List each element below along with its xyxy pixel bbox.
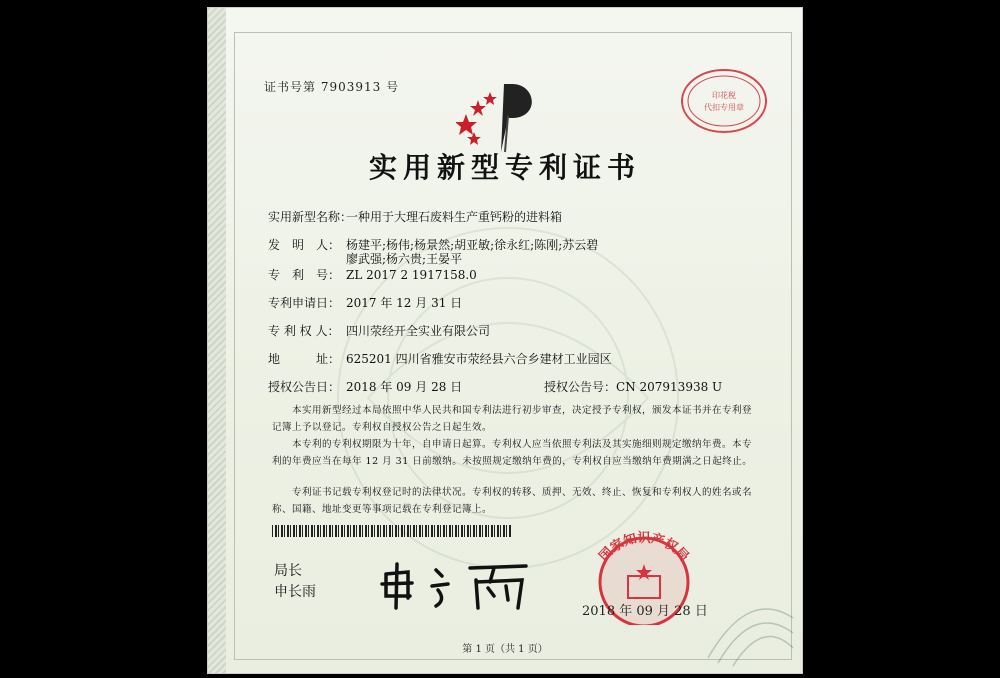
- chief-title: 局长: [274, 563, 302, 579]
- field-value: 廖武强;杨六贵;王晏平: [346, 252, 463, 266]
- certificate-page: [208, 8, 802, 673]
- field-utility-model-name: [268, 208, 562, 225]
- stamp-top-line-1: 印花税: [712, 91, 736, 100]
- field-label: 地 址：: [268, 352, 341, 366]
- field-value: 2018 年 09 月 28 日: [346, 380, 463, 394]
- certificate-border-pattern: [208, 8, 226, 673]
- page-footer: 第 1 页（共 1 页）: [462, 644, 548, 655]
- stamp-date: 2018 年 09 月 28 日: [582, 604, 708, 619]
- field-patentee: [268, 322, 490, 339]
- field-label: 授权公告号：: [544, 380, 617, 394]
- field-value: 一种用于大理石废料生产重钙粉的进料箱: [346, 210, 563, 224]
- field-value: CN 207913938 U: [616, 380, 723, 394]
- field-grant-date: [268, 378, 462, 395]
- field-inventors-cont: [268, 250, 462, 267]
- stamp-tax-seal: [680, 68, 768, 134]
- field-publication-number: [544, 378, 722, 395]
- handwritten-signature: [378, 556, 538, 612]
- field-label: 专利申请日：: [268, 296, 341, 310]
- patent-office-logo-icon: [456, 76, 546, 156]
- stamp-top-line-2: 代扣专用章: [704, 103, 744, 112]
- field-value: 625201 四川省雅安市荥经县六合乡建材工业园区: [346, 352, 612, 366]
- stamp-main-text: 国家知识产权局: [596, 531, 692, 565]
- paragraph-term: 本专利的专利权期限为十年，自申请日起算。专利权人应当依照专利法及其实施细则规定缴纳年费。本专利的年费应当在每年 12 月 31 日前缴纳。未按照规定缴纳年费的，专利权自应当缴纳年费期满之日起终止。: [272, 439, 753, 467]
- certificate-number: [264, 78, 399, 95]
- field-label: 发 明 人：: [268, 238, 341, 252]
- field-patent-number: [268, 266, 477, 283]
- field-label: 实用新型名称：: [268, 210, 353, 224]
- certificate-number-suffix: 号: [386, 80, 400, 94]
- field-value: 四川荥经开全实业有限公司: [346, 324, 491, 338]
- barcode: [272, 525, 512, 537]
- certificate-title: 实用新型专利证书: [368, 151, 641, 184]
- paragraph-grant: 本实用新型经过本局依照中华人民共和国专利法进行初步审查，决定授予专利权，颁发本证书并在专利登记簿上予以登记。专利权自授权公告之日起生效。: [272, 405, 753, 433]
- certificate-number-label: 证书号第: [264, 80, 317, 94]
- field-value: 杨建平;杨伟;杨景然;胡亚敏;徐永红;陈刚;苏云碧: [346, 238, 599, 252]
- field-label: 授权公告日：: [268, 380, 341, 394]
- field-application-date: [268, 294, 462, 311]
- field-label: 专 利 权 人：: [268, 324, 340, 338]
- chief-name: 申长雨: [274, 584, 316, 600]
- field-label: 专 利 号：: [268, 268, 341, 282]
- paragraph-register: 专利证书记载专利权登记时的法律状况。专利权的转移、质押、无效、终止、恢复和专利权人的姓名或名称、国籍、地址变更等事项记载在专利登记簿上。: [272, 487, 753, 515]
- certificate-number-value: 7903913: [320, 80, 382, 94]
- field-value: ZL 2017 2 1917158.0: [346, 268, 477, 282]
- field-value: 2017 年 12 月 31 日: [346, 296, 463, 310]
- field-address: [268, 350, 612, 367]
